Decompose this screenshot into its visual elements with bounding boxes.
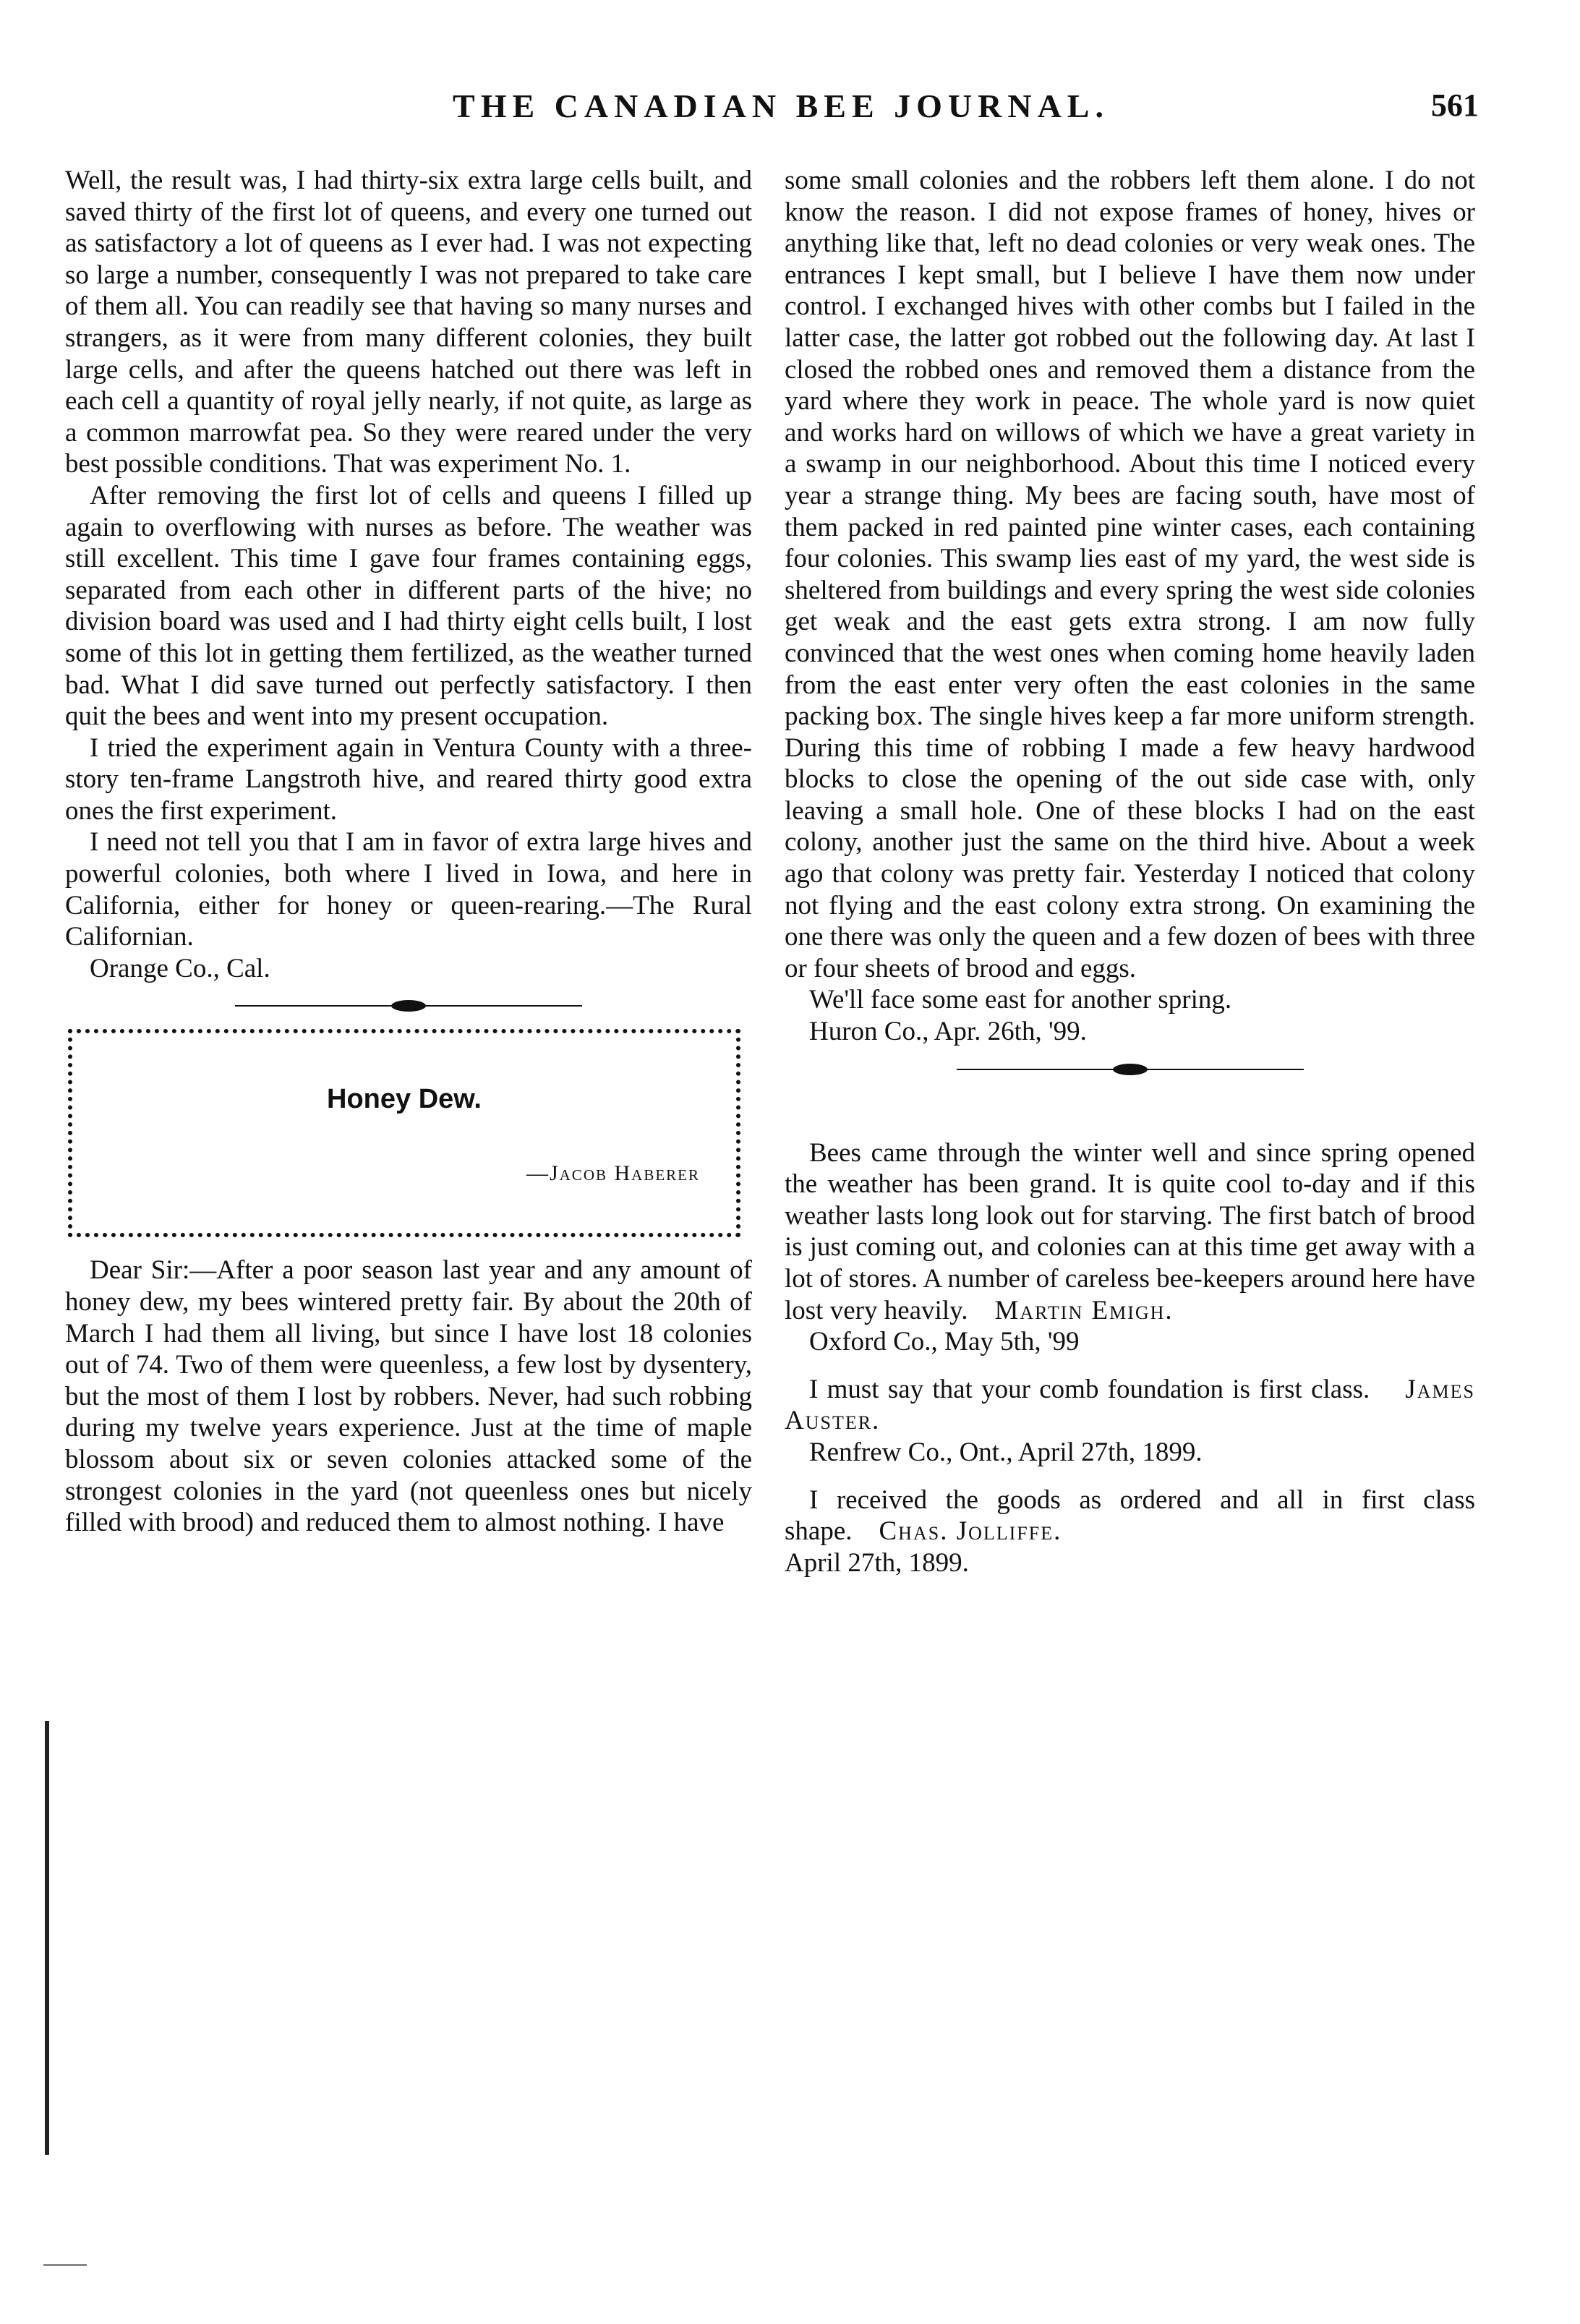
article-dateline: Orange Co., Cal.: [90, 953, 270, 983]
page-header: [0, 87, 1580, 145]
note-text: [785, 1137, 1475, 1327]
note-signature: James Auster.: [785, 1374, 1475, 1436]
note-signature: Martin Emigh.: [994, 1295, 1174, 1325]
section-divider-ornament: [957, 1061, 1304, 1078]
note-body: I received the goods as ordered and all in first class shape.: [785, 1484, 1475, 1547]
right-column: [785, 165, 1475, 1578]
article-paragraph: We'll face some east for another spring.: [809, 985, 1232, 1015]
article-paragraph: Well, the result was, I had thirty-six extra large cells built, and saved thirty of the first lot of queens, and every one turned out as satisfactory a lot of queens as I ever had. I was not expecting so large a number, consequently I was not prepared to take care of them all. You can readily see that having so many nurses and strangers, as it were from many different colonies, they built large cells, and after the queens hatched out there was left in each cell a quantity of royal jelly nearly, if not quite, as large as a common marrowfat pea. So they were reared under the very best possible conditions. That was experiment No. 1.: [65, 166, 752, 479]
binding-edge-shadow: [45, 1721, 49, 2155]
note-dateline: April 27th, 1899.: [785, 1547, 969, 1578]
note-body: I must say that your comb foundation is first class.: [809, 1374, 1370, 1404]
letter-continuation: some small colonies and the robbers left them alone. I do not know the reason. I did not expose frames of honey, hives or anything like that, left no dead colonies or very weak ones. The entrances I kept small, but I believe I have them now under control. I exchanged hives with other combs but I failed in the latter case, the latter got robbed out the following day. At last I closed the robbed ones and removed them a distance from the yard where they work in peace. The whole yard is now quiet and works hard on willows of which we have a great variety in a swamp in our neighborhood. About this time I noticed every year a strange thing. My bees are facing south, have most of them packed in red painted pine winter cases, each containing four colonies. This swamp lies east of my yard, the west side is sheltered from buildings and every spring the west side colonies get weak and the east gets extra strong. I am now fully convinced that the west ones when coming home heavily laden from the east enter very often the east colonies in the same packing box. The single hives keep a far more uniform strength. During this time of robbing I made a few heavy hardwood blocks to close the opening of the out side case with, only leaving a small hole. One of these blocks I had on the east colony, another just the same on the third hive. About a week ago that colony was pretty fair. Yesterday I noticed that colony not flying and the east colony extra strong. On examining the one there was only the queen and a few dozen of bees with three or four sheets of brood and eggs.: [785, 166, 1475, 983]
article-author: —Jacob Haberer: [526, 1161, 700, 1186]
letter-body: Dear Sir:—After a poor season last year and any amount of honey dew, my bees wintered pretty fair. By about the 20th of March I had them all living, but since I have lost 18 colonies out of 74. Two of them were queenless, a few lost by dysentery, but the most of them I lost by robbers. Never, had such robbing during my twelve years experience. Just at the time of maple blossom about six or seven colonies attacked some of the strongest colonies in the yard (not queenless ones but nicely filled with brood) and reduced them to almost nothing. I have: [65, 1255, 752, 1538]
article-title-box: [68, 1029, 740, 1237]
note-signature: Chas. Jolliffe.: [879, 1516, 1062, 1547]
scan-edge-mark: [43, 2264, 87, 2266]
article-title: Honey Dew.: [327, 1084, 482, 1115]
page-number: 561: [1431, 87, 1479, 123]
left-column: [65, 165, 752, 1539]
note-body: Bees came through the winter well and since spring opened the weather has been grand. It is quite cool to-day and if this weather lasts long look out for starving. The first batch of brood is just coming out, and colonies can at this time get away with a lot of stores. A number of careless bee-keepers around here have lost very heavily.: [785, 1137, 1475, 1325]
note-text: [785, 1484, 1475, 1547]
section-divider-ornament: [235, 997, 582, 1014]
note-text: [785, 1374, 1475, 1437]
journal-title: THE CANADIAN BEE JOURNAL.: [453, 87, 1109, 124]
note-dateline: Renfrew Co., Ont., April 27th, 1899.: [809, 1437, 1203, 1467]
article-paragraph: After removing the first lot of cells and queens I filled up again to overflowing with nurses as before. The weather was still excellent. This time I gave four frames containing eggs, separated from each other in different parts of the hive; no division board was used and I had thirty eight cells built, I lost some of this lot in getting them fertilized, as the weather turned bad. What I did save turned out perfectly satisfactory. I then quit the bees and went into my present occupation.: [65, 480, 752, 732]
article-paragraph: I need not tell you that I am in favor of extra large hives and powerful colonies, both where I lived in Iowa, and here in California, either for honey or queen-rearing.—The Rural Californian.: [65, 827, 752, 952]
letter-dateline: Huron Co., Apr. 26th, '99.: [809, 1017, 1087, 1047]
article-paragraph: I tried the experiment again in Ventura County with a three-story ten-frame Langstroth hive, and reared thirty good extra ones the first experiment.: [65, 732, 752, 826]
note-dateline: Oxford Co., May 5th, '99: [809, 1327, 1080, 1357]
